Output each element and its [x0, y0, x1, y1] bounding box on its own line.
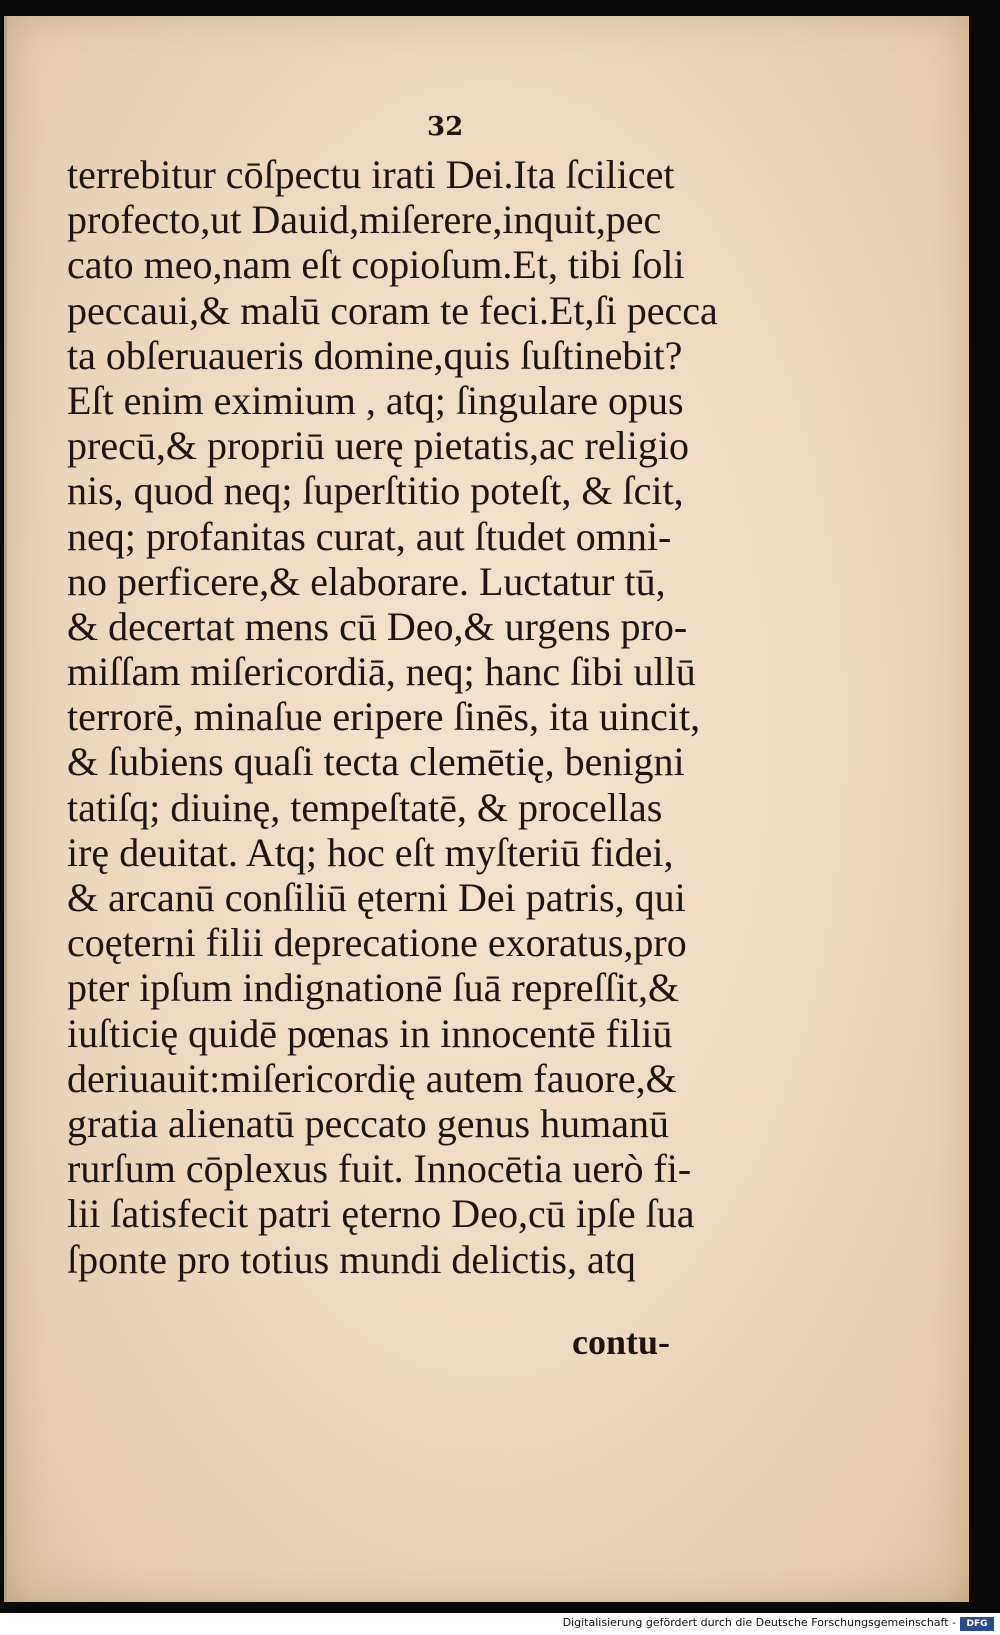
text-line: coęterni filii deprecatione exoratus,pro [67, 920, 687, 966]
text-line: terrebitur cōſpectu irati Dei.Ita ſcilicet [67, 152, 675, 197]
book-page [4, 16, 969, 1602]
text-line: neq; profanitas curat, aut ſtudet omni- [67, 513, 672, 559]
text-line: miſſam miſericordiā, neq; hanc ſibi ullū [67, 649, 696, 695]
text-line: cato meo,nam eſt copioſum.Et, tibi ſoli [67, 242, 685, 288]
catchword: contu- [572, 1322, 670, 1362]
text-line: rurſum cōplexus fuit. Innocētia uerò fi- [67, 1146, 692, 1192]
text-line: no perficere,& elaborare. Luctatur tū, [67, 558, 666, 604]
text-line: Eſt enim eximium , atq; ſingulare opus [67, 377, 684, 423]
text-line: irę deuitat. Atq; hoc eſt myſteriū fidei, [67, 829, 674, 875]
text-line: tatiſq; diuinę, tempeſtatē, & procellas [67, 784, 663, 830]
text-line: gratia alienatū peccato genus humanū [67, 1100, 669, 1146]
funding-notice: Digitalisierung gefördert durch die Deutsche Forschungsgemeinschaft - [562, 1616, 956, 1629]
text-line: lii ſatisfecit patri ęterno Deo,cū ipſe ſua [67, 1191, 695, 1237]
text-line: peccaui,& malū coram te feci.Et,ſi pecca [67, 287, 718, 333]
text-line: ſponte pro totius mundi delictis, atq [67, 1236, 636, 1282]
text-line: pter ipſum indignationē ſuā repreſſit,& [67, 965, 680, 1011]
text-line: nis, quod neq; ſuperſtitio poteſt, & ſcit, [67, 468, 684, 514]
text-line: terrorē, minaſue eripere ſinēs, ita uincit, [67, 694, 701, 740]
body-text [67, 152, 767, 1282]
text-line: iuſticię quidē pœnas in innocentē filiū [67, 1010, 673, 1056]
footer-bar [0, 1613, 1000, 1635]
text-line: & decertat mens cū Deo,& urgens pro- [67, 603, 688, 649]
page-number: 32 [427, 112, 464, 142]
text-line: ta obſeruaueris domine,quis ſuſtinebit? [67, 332, 683, 378]
text-line: precū,& propriū uerę pietatis,ac religio [67, 423, 689, 469]
text-line: deriuauit:miſericordię autem fauore,& [67, 1055, 677, 1101]
text-line: & arcanū conſiliū ęterni Dei patris, qui [67, 875, 686, 920]
text-line: profecto,ut Dauid,miſerere,inquit,pec [67, 197, 662, 243]
dfg-logo: DFG [960, 1617, 994, 1631]
text-line: & ſubiens quaſi tecta clemētię, benigni [67, 739, 685, 785]
